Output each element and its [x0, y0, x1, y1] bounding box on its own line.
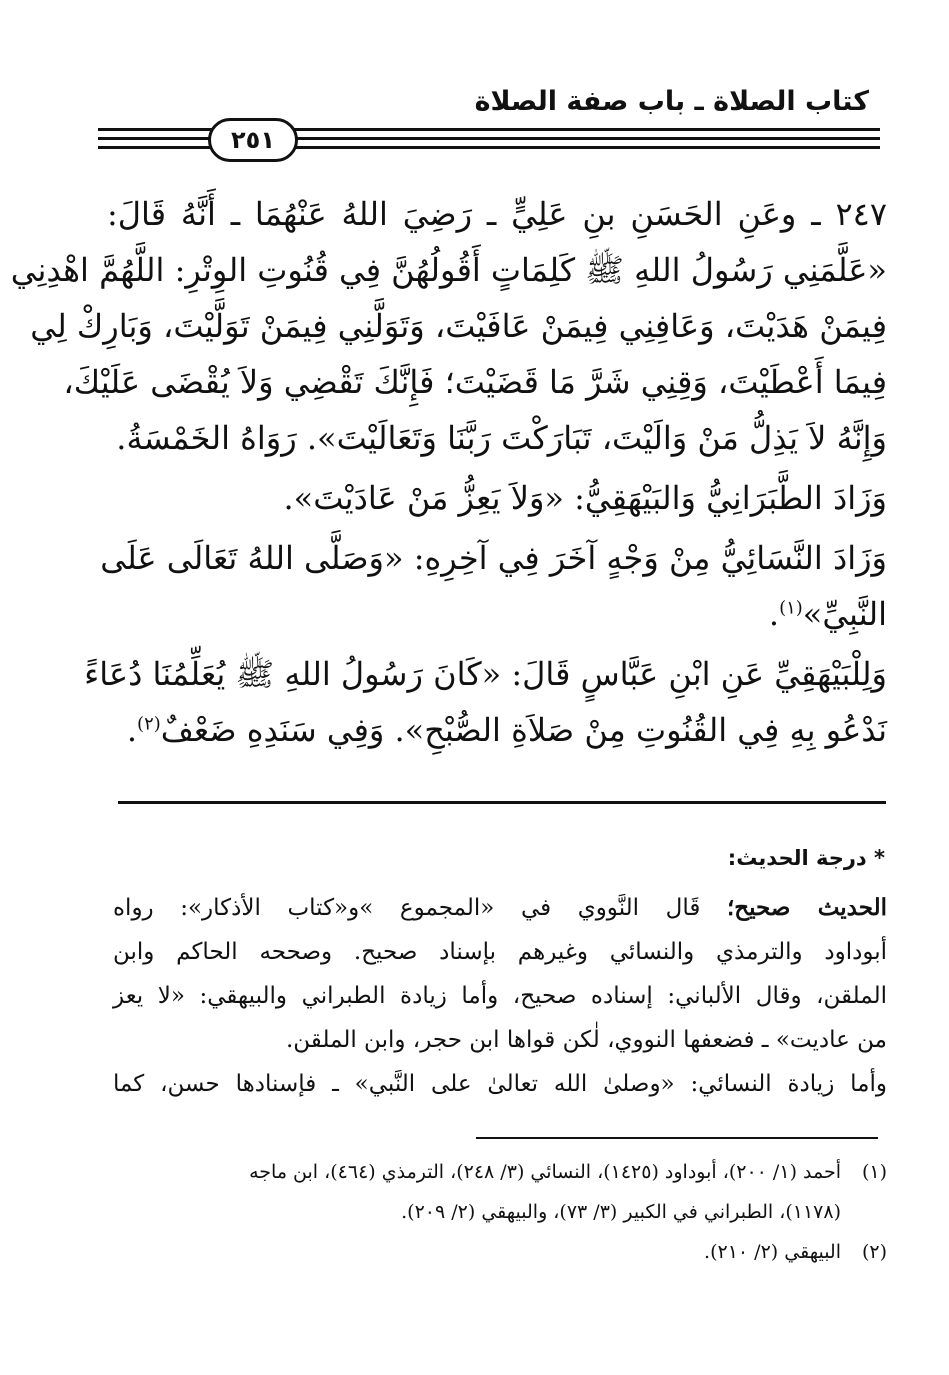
grade-line: من عاديت» ـ فضعفها النووي، لٰكن قواها ابن حجر، وابن الملقن.: [285, 1027, 887, 1053]
footnote-rule: [476, 1137, 878, 1139]
addition-nasai-line: النَّبِيِّ»$^{(١)}$.: [768, 595, 887, 633]
footnote-number: (١): [861, 1161, 887, 1183]
grade-line: أبوداود والترمذي والنسائي وغيرهم بإسناد صحيح. وصححه الحاكم وابن: [113, 939, 887, 965]
addition-bayhaqi-end: نَدْعُو بِهِ فِي القُنُوتِ مِنْ صَلاَةِ الصُّبْحِ». وَفِي سَنَدِهِ ضَعْفٌ: [160, 711, 887, 749]
footnote-2: [107, 1232, 887, 1272]
grade-line-text: قَال النَّووي في «المجموع »و«كتاب الأذكار»: رواه: [113, 895, 701, 921]
footnote-number: (٢): [861, 1241, 887, 1263]
footnote-text: البيهقي (٢/ ٢١٠).: [704, 1241, 841, 1263]
grade-text: [113, 886, 887, 1106]
hadith-text: [10, 186, 887, 758]
addition-bayhaqi-line: وَلِلْبَيْهَقِيِّ عَنِ ابْنِ عَبَّاسٍ قَالَ: «كَانَ رَسُولُ اللهِ ﷺ يُعَلِّمُنَا دُعَاءً: [84, 655, 887, 693]
grade-lead: الحديث صحيح؛: [726, 894, 887, 921]
footnote-1: [107, 1152, 887, 1192]
addition-nasai-end: النَّبِيِّ»: [802, 595, 887, 633]
footnote-1-continued: (١١٧٨)، الطبراني في الكبير (٣/ ٧٣)، والبيهقي (٢/ ٢٠٩).: [401, 1201, 841, 1223]
section-divider: [118, 801, 886, 804]
hadith-line: «عَلَّمَنِي رَسُولُ اللهِ ﷺ كَلِمَاتٍ أَقُولُهُنَّ فِي قُنُوتِ الوِتْرِ: اللَّهُمَّ اهْدِنِي: [10, 251, 887, 289]
addition-tabarani: وَزَادَ الطَّبَرَانِيُّ وَالبَيْهَقِيُّ: «وَلاَ يَعِزُّ مَنْ عَادَيْتَ».: [283, 479, 887, 517]
footnote-ref-1[interactable]: (١): [779, 597, 803, 619]
grade-heading: * درجة الحديث:: [727, 846, 885, 870]
footnote-ref-2[interactable]: (٢): [137, 713, 161, 735]
addition-nasai-line: وَزَادَ النَّسَائِيُّ مِنْ وَجْهٍ آخَرَ فِي آخِرِهِ: «وَصَلَّى اللهُ تَعَالَى عَلَى: [100, 539, 887, 577]
hadith-line: فِيمَا أَعْطَيْتَ، وَقِنِي شَرَّ مَا قَضَيْتَ؛ فَإِنَّكَ تَقْضِي وَلاَ يُقْضَى عَلَيْكَ،: [63, 363, 887, 401]
grade-line: الملقن، وقال الألباني: إسناده صحيح، وأما زيادة الطبراني والبيهقي: «لا يعز: [113, 983, 887, 1009]
hadith-line: فِيمَنْ هَدَيْتَ، وَعَافِنِي فِيمَنْ عَافَيْتَ، وَتَوَلَّنِي فِيمَنْ تَوَلَّيْتَ، وَبَارِكْ لِي: [30, 307, 887, 345]
grade-line: [113, 886, 887, 930]
footnote-text: أحمد (١/ ٢٠٠)، أبوداود (١٤٢٥)، النسائي (٣/ ٢٤٨)، الترمذي (٤٦٤)، ابن ماجه: [249, 1161, 841, 1183]
footnotes: [107, 1152, 887, 1272]
page-number: ٢٥١: [208, 118, 298, 162]
running-title: كتاب الصلاة ـ باب صفة الصلاة: [474, 86, 869, 117]
addition-bayhaqi-line: نَدْعُو بِهِ فِي القُنُوتِ مِنْ صَلاَةِ الصُّبْحِ». وَفِي سَنَدِهِ ضَعْفٌ$^{(٢)}$.: [126, 711, 887, 749]
hadith-line: وَإِنَّهُ لاَ يَذِلُّ مَنْ وَالَيْتَ، تَبَارَكْتَ رَبَّنَا وَتَعَالَيْتَ». رَوَاهُ الخَمْسَةُ.: [116, 419, 887, 457]
hadith-line: ٢٤٧ ـ وعَنِ الحَسَنِ بنِ عَلِيٍّ ـ رَضِيَ اللهُ عَنْهُمَا ـ أَنَّهُ قَالَ:: [107, 195, 887, 233]
grade-line: وأما زيادة النسائي: «وصلىٰ الله تعالىٰ على النَّبي» ـ فإسنادها حسن، كما: [113, 1071, 887, 1097]
